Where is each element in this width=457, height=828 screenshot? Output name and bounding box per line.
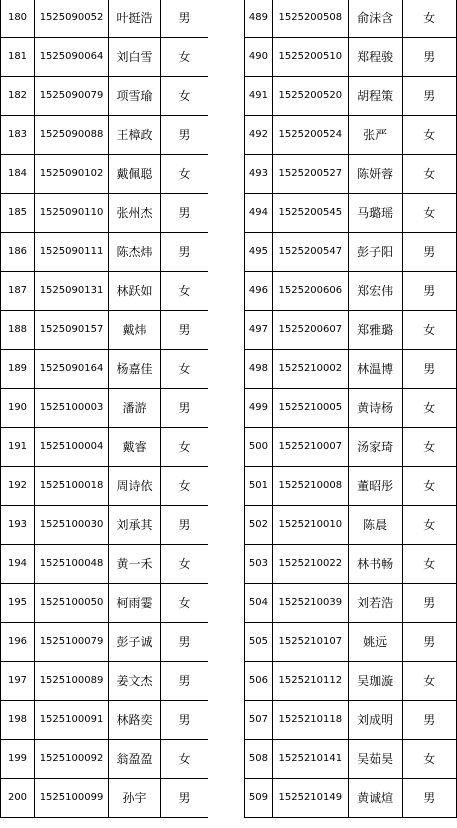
table-row: [245, 38, 457, 77]
row-number: 186: [1, 233, 35, 272]
table-row: [245, 350, 457, 389]
table-row: [1, 506, 209, 545]
student-name: 戴炜: [109, 311, 161, 350]
student-gender: 女: [402, 116, 456, 155]
row-number: 499: [245, 389, 273, 428]
row-number: 197: [1, 662, 35, 701]
student-gender: 男: [161, 662, 209, 701]
row-number: 199: [1, 740, 35, 779]
table-row: [245, 701, 457, 740]
row-number: 196: [1, 623, 35, 662]
row-number: 181: [1, 38, 35, 77]
row-number: 192: [1, 467, 35, 506]
table-row: [245, 77, 457, 116]
student-id: 1525210118: [272, 701, 348, 740]
row-number: 508: [245, 740, 273, 779]
student-name: 刘承其: [109, 506, 161, 545]
student-gender: 男: [402, 272, 456, 311]
row-number: 195: [1, 584, 35, 623]
student-name: 黄一禾: [109, 545, 161, 584]
table-row: [245, 194, 457, 233]
student-name: 胡程策: [348, 77, 402, 116]
table-row: [245, 662, 457, 701]
table-row: [1, 311, 209, 350]
row-number: 185: [1, 194, 35, 233]
student-name: 林书畅: [348, 545, 402, 584]
row-number: 200: [1, 779, 35, 818]
student-id: 1525200520: [272, 77, 348, 116]
student-gender: 男: [161, 623, 209, 662]
student-gender: 女: [161, 272, 209, 311]
student-gender: 女: [161, 740, 209, 779]
student-name: 黄诚煊: [348, 779, 402, 818]
student-name: 黄诗杨: [348, 389, 402, 428]
student-name: 马璐瑶: [348, 194, 402, 233]
student-gender: 女: [402, 389, 456, 428]
student-id: 1525090052: [35, 0, 109, 38]
student-name: 刘成明: [348, 701, 402, 740]
table-row: [1, 740, 209, 779]
student-gender: 男: [402, 350, 456, 389]
table-row: [1, 233, 209, 272]
student-name: 姚远: [348, 623, 402, 662]
table-row: [245, 0, 457, 38]
student-gender: 女: [402, 506, 456, 545]
row-number: 502: [245, 506, 273, 545]
student-gender: 男: [161, 701, 209, 740]
student-id: 1525210149: [272, 779, 348, 818]
student-name: 翁盈盈: [109, 740, 161, 779]
row-number: 504: [245, 584, 273, 623]
student-gender: 女: [402, 467, 456, 506]
student-name: 郑宏伟: [348, 272, 402, 311]
row-number: 180: [1, 0, 35, 38]
student-gender: 男: [161, 779, 209, 818]
student-gender: 女: [161, 38, 209, 77]
table-row: [1, 428, 209, 467]
student-name: 项雪瑜: [109, 77, 161, 116]
student-name: 汤家琦: [348, 428, 402, 467]
table-row: [1, 467, 209, 506]
student-gender: 女: [402, 155, 456, 194]
student-gender: 男: [402, 233, 456, 272]
table-row: [245, 506, 457, 545]
student-gender: 男: [161, 506, 209, 545]
student-gender: 女: [402, 194, 456, 233]
row-number: 193: [1, 506, 35, 545]
student-gender: 女: [161, 467, 209, 506]
student-name: 周诗依: [109, 467, 161, 506]
table-row: [1, 389, 209, 428]
student-name: 郑程骏: [348, 38, 402, 77]
student-name: 柯雨霎: [109, 584, 161, 623]
table-row: [1, 545, 209, 584]
student-id: 1525090110: [35, 194, 109, 233]
student-gender: 男: [402, 38, 456, 77]
table-row: [1, 350, 209, 389]
student-id: 1525210022: [272, 545, 348, 584]
student-id: 1525100018: [35, 467, 109, 506]
student-name: 潘游: [109, 389, 161, 428]
student-gender: 女: [402, 662, 456, 701]
row-number: 184: [1, 155, 35, 194]
student-id: 1525090064: [35, 38, 109, 77]
student-id: 1525210039: [272, 584, 348, 623]
table-row: [245, 467, 457, 506]
student-gender: 女: [161, 584, 209, 623]
student-gender: 男: [402, 584, 456, 623]
row-number: 187: [1, 272, 35, 311]
student-name: 叶挺浩: [109, 0, 161, 38]
student-gender: 女: [402, 311, 456, 350]
student-id: 1525100030: [35, 506, 109, 545]
student-id: 1525090164: [35, 350, 109, 389]
student-gender: 男: [161, 0, 209, 38]
table-row: [1, 155, 209, 194]
student-id: 1525090111: [35, 233, 109, 272]
right-table-body: [245, 0, 457, 818]
student-name: 戴佩聪: [109, 155, 161, 194]
table-row: [1, 779, 209, 818]
row-number: 189: [1, 350, 35, 389]
row-number: 505: [245, 623, 273, 662]
student-name: 刘若浩: [348, 584, 402, 623]
student-name: 吴珈漩: [348, 662, 402, 701]
table-row: [245, 428, 457, 467]
student-id: 1525200510: [272, 38, 348, 77]
student-id: 1525210002: [272, 350, 348, 389]
row-number: 191: [1, 428, 35, 467]
student-name: 陈晨: [348, 506, 402, 545]
student-id: 1525100091: [35, 701, 109, 740]
student-id: 1525210010: [272, 506, 348, 545]
student-id: 1525200547: [272, 233, 348, 272]
student-id: 1525200545: [272, 194, 348, 233]
student-id: 1525200606: [272, 272, 348, 311]
row-number: 489: [245, 0, 273, 38]
table-row: [245, 233, 457, 272]
row-number: 194: [1, 545, 35, 584]
table-row: [245, 155, 457, 194]
table-row: [245, 623, 457, 662]
student-id: 1525210005: [272, 389, 348, 428]
student-id: 1525200524: [272, 116, 348, 155]
student-id: 1525210008: [272, 467, 348, 506]
student-id: 1525090079: [35, 77, 109, 116]
table-row: [1, 623, 209, 662]
student-id: 1525200508: [272, 0, 348, 38]
left-table-body: [1, 0, 209, 818]
row-number: 507: [245, 701, 273, 740]
student-name: 杨嘉佳: [109, 350, 161, 389]
student-id: 1525210141: [272, 740, 348, 779]
student-gender: 男: [161, 116, 209, 155]
table-row: [1, 662, 209, 701]
table-row: [1, 38, 209, 77]
student-name: 王樟政: [109, 116, 161, 155]
student-name: 张严: [348, 116, 402, 155]
row-number: 183: [1, 116, 35, 155]
student-id: 1525100003: [35, 389, 109, 428]
row-number: 493: [245, 155, 273, 194]
student-name: 彭子诚: [109, 623, 161, 662]
student-gender: 女: [402, 545, 456, 584]
student-id: 1525100089: [35, 662, 109, 701]
row-number: 500: [245, 428, 273, 467]
right-student-table: [244, 0, 457, 818]
row-number: 190: [1, 389, 35, 428]
student-id: 1525100092: [35, 740, 109, 779]
row-number: 188: [1, 311, 35, 350]
student-gender: 男: [402, 77, 456, 116]
column-gap: [208, 0, 244, 828]
student-id: 1525090102: [35, 155, 109, 194]
row-number: 491: [245, 77, 273, 116]
table-row: [1, 77, 209, 116]
table-row: [1, 701, 209, 740]
student-id: 1525090157: [35, 311, 109, 350]
row-number: 492: [245, 116, 273, 155]
student-name: 陈妍蓉: [348, 155, 402, 194]
student-name: 俞沫含: [348, 0, 402, 38]
table-row: [1, 584, 209, 623]
student-id: 1525210007: [272, 428, 348, 467]
student-gender: 女: [402, 740, 456, 779]
student-gender: 女: [161, 350, 209, 389]
table-row: [245, 584, 457, 623]
student-name: 彭子阳: [348, 233, 402, 272]
student-gender: 男: [402, 701, 456, 740]
row-number: 496: [245, 272, 273, 311]
row-number: 495: [245, 233, 273, 272]
row-number: 498: [245, 350, 273, 389]
student-gender: 女: [161, 545, 209, 584]
student-id: 1525090088: [35, 116, 109, 155]
table-row: [245, 311, 457, 350]
row-number: 501: [245, 467, 273, 506]
student-name: 陈杰炜: [109, 233, 161, 272]
student-name: 林温博: [348, 350, 402, 389]
student-id: 1525100099: [35, 779, 109, 818]
student-id: 1525090131: [35, 272, 109, 311]
student-id: 1525100004: [35, 428, 109, 467]
student-name: 张州杰: [109, 194, 161, 233]
row-number: 509: [245, 779, 273, 818]
row-number: 494: [245, 194, 273, 233]
table-row: [245, 740, 457, 779]
left-student-table: [0, 0, 209, 818]
student-id: 1525100079: [35, 623, 109, 662]
table-row: [1, 116, 209, 155]
student-gender: 男: [161, 233, 209, 272]
student-gender: 男: [161, 311, 209, 350]
row-number: 497: [245, 311, 273, 350]
row-number: 490: [245, 38, 273, 77]
student-id: 1525210107: [272, 623, 348, 662]
student-id: 1525200607: [272, 311, 348, 350]
student-gender: 女: [161, 77, 209, 116]
student-id: 1525200527: [272, 155, 348, 194]
student-id: 1525100048: [35, 545, 109, 584]
student-name: 吴茹昊: [348, 740, 402, 779]
row-number: 198: [1, 701, 35, 740]
student-name: 刘白雪: [109, 38, 161, 77]
table-row: [245, 779, 457, 818]
student-gender: 女: [161, 428, 209, 467]
student-name: 姜文杰: [109, 662, 161, 701]
student-name: 戴睿: [109, 428, 161, 467]
student-name: 郑雅璐: [348, 311, 402, 350]
table-row: [1, 194, 209, 233]
row-number: 506: [245, 662, 273, 701]
row-number: 182: [1, 77, 35, 116]
student-gender: 女: [402, 0, 456, 38]
student-gender: 男: [161, 389, 209, 428]
student-gender: 女: [161, 155, 209, 194]
student-id: 1525100050: [35, 584, 109, 623]
student-gender: 男: [402, 623, 456, 662]
student-name: 林路奕: [109, 701, 161, 740]
table-row: [245, 272, 457, 311]
student-name: 孙宇: [109, 779, 161, 818]
student-id: 1525210112: [272, 662, 348, 701]
row-number: 503: [245, 545, 273, 584]
table-row: [1, 272, 209, 311]
student-gender: 男: [402, 779, 456, 818]
student-gender: 女: [402, 428, 456, 467]
table-row: [245, 545, 457, 584]
table-row: [245, 116, 457, 155]
student-gender: 男: [161, 194, 209, 233]
student-name: 林跃如: [109, 272, 161, 311]
table-row: [1, 0, 209, 38]
table-row: [245, 389, 457, 428]
student-name: 董昭彤: [348, 467, 402, 506]
